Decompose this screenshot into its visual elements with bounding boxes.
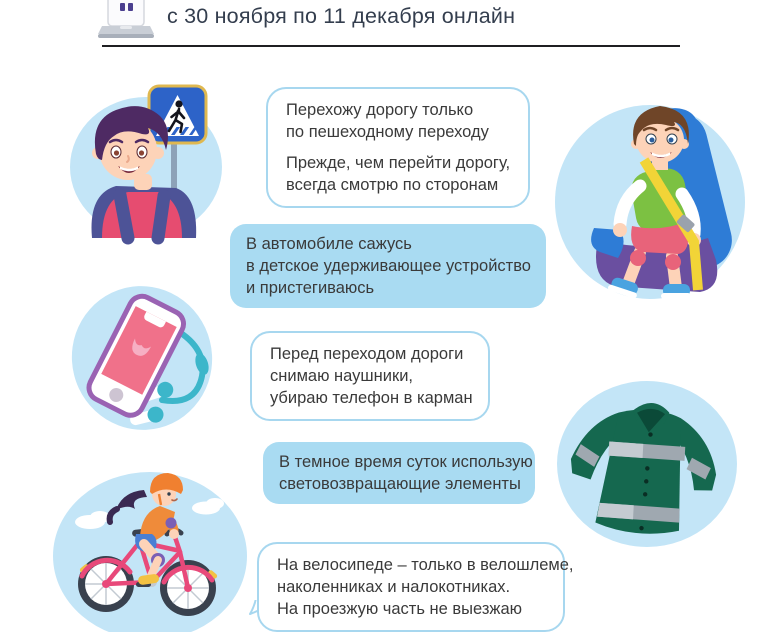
speech-bubble-headphones [250, 331, 490, 421]
divider-line [102, 45, 680, 47]
page-title: с 30 ноября по 11 декабря онлайн [167, 4, 516, 28]
bubble-line: Перед переходом дороги [270, 345, 464, 363]
bubble-line: В темное время суток использую [279, 453, 533, 471]
bubble-line: снимаю наушники, [270, 367, 413, 385]
bubble-tail [256, 182, 282, 212]
bubble-line: Перехожу дорогу только [286, 101, 474, 119]
bubble-tail [521, 480, 547, 510]
bubble-line: в детское удерживающее устройство [246, 257, 531, 275]
speech-bubble-reflective [263, 442, 535, 504]
bubble-line: Прежде, чем перейти дорогу, [286, 154, 511, 172]
speech-bubble-bicycle [257, 542, 574, 632]
bubble-line: В автомобиле сажусь [246, 235, 412, 253]
bubble-line: На проезжую часть не выезжаю [277, 600, 523, 618]
illustration-boy-with-crosswalk-sign [58, 76, 238, 238]
speech-bubble-car-seat [230, 224, 546, 308]
illustration-phone-with-headphones [56, 278, 221, 434]
bubble-line: всегда смотрю по сторонам [286, 176, 499, 194]
bubble-line: убираю телефон в карман [270, 389, 473, 407]
bubble-line: и пристегиваюсь [246, 279, 375, 297]
bubble-line: световозвращающие элементы [279, 475, 521, 493]
illustration-reflective-jacket [548, 376, 740, 550]
bubble-line: На велосипеде – только в велошлеме, [277, 556, 574, 574]
illustration-girl-on-bicycle [48, 464, 252, 600]
laptop-icon [97, 0, 155, 44]
illustration-boy-in-car-seat [548, 92, 748, 304]
bubble-line: по пешеходному переходу [286, 123, 489, 141]
speech-bubble-crosswalk [266, 87, 530, 208]
bubble-line: наколенниках и налокотниках. [277, 578, 511, 596]
bubble-tail [240, 395, 266, 425]
